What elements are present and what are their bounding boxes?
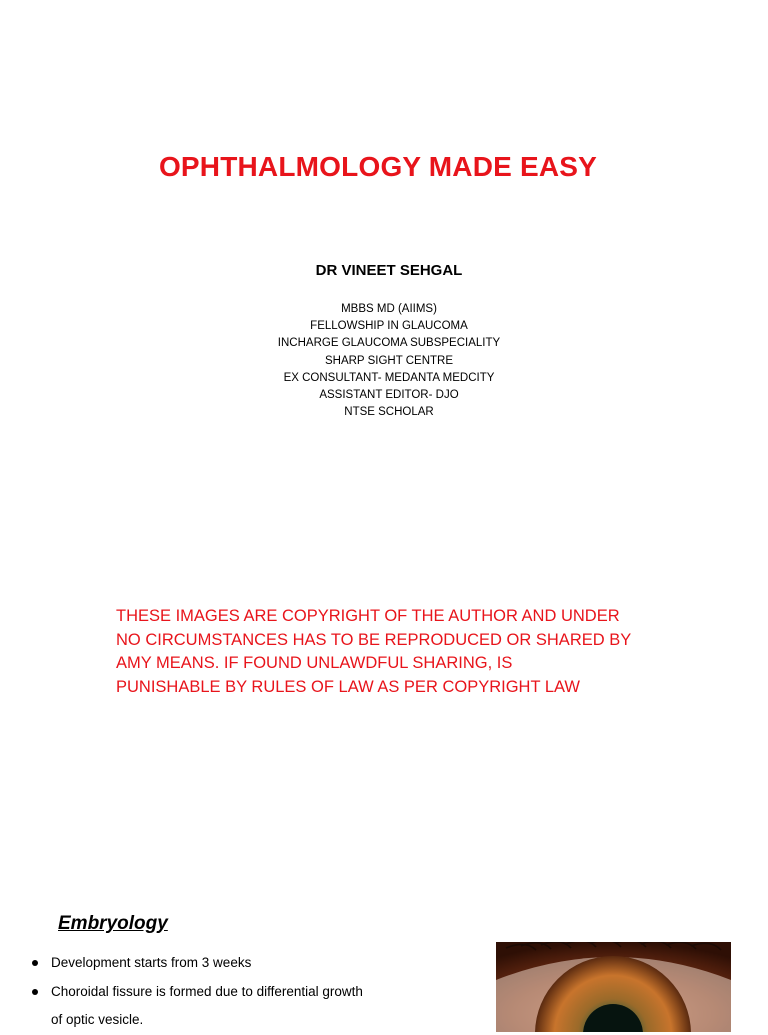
- credential-centre: SHARP SIGHT CENTRE: [324, 354, 454, 367]
- copyright-notice: [116, 605, 636, 699]
- eye-photo: [496, 942, 731, 1032]
- copyright-line: PUNISHABLE BY RULES OF LAW AS PER COPYRIGHT LAW: [116, 677, 580, 696]
- list-item-continuation: of optic vesicle.: [51, 1012, 144, 1027]
- list-item-text: Development starts from 3 weeks: [51, 955, 252, 970]
- author-credentials: [0, 301, 768, 421]
- credential-fellowship: FELLOWSHIP IN GLAUCOMA: [310, 320, 468, 333]
- list-item: [30, 978, 430, 1035]
- credential-editor: ASSISTANT EDITOR- DJO: [319, 389, 459, 402]
- credential-scholar: NTSE SCHOLAR: [344, 406, 434, 419]
- credential-incharge: INCHARGE GLAUCOMA SUBSPECIALITY: [277, 337, 501, 350]
- page-title: OPHTHALMOLOGY MADE EASY: [158, 151, 598, 182]
- bullet-list: [30, 949, 430, 1035]
- section-heading: Embryology: [58, 913, 168, 934]
- list-item-text: Choroidal fissure is formed due to differential growth: [51, 983, 363, 999]
- copyright-line: THESE IMAGES ARE COPYRIGHT OF THE AUTHOR AND UNDER: [116, 607, 620, 625]
- copyright-line: AMY MEANS. IF FOUND UNLAWDFUL SHARING, IS: [116, 654, 513, 672]
- list-item: [30, 949, 430, 978]
- bullet-icon: [32, 989, 38, 995]
- credential-degree: MBBS MD (AIIMS): [341, 303, 437, 315]
- copyright-line: NO CIRCUMSTANCES HAS TO BE REPRODUCED OR SHARED BY: [116, 630, 632, 649]
- credential-ex-consultant: EX CONSULTANT- MEDANTA MEDCITY: [283, 371, 495, 384]
- author-name: DR VINEET SEHGAL: [315, 262, 463, 279]
- bullet-icon: [32, 960, 38, 966]
